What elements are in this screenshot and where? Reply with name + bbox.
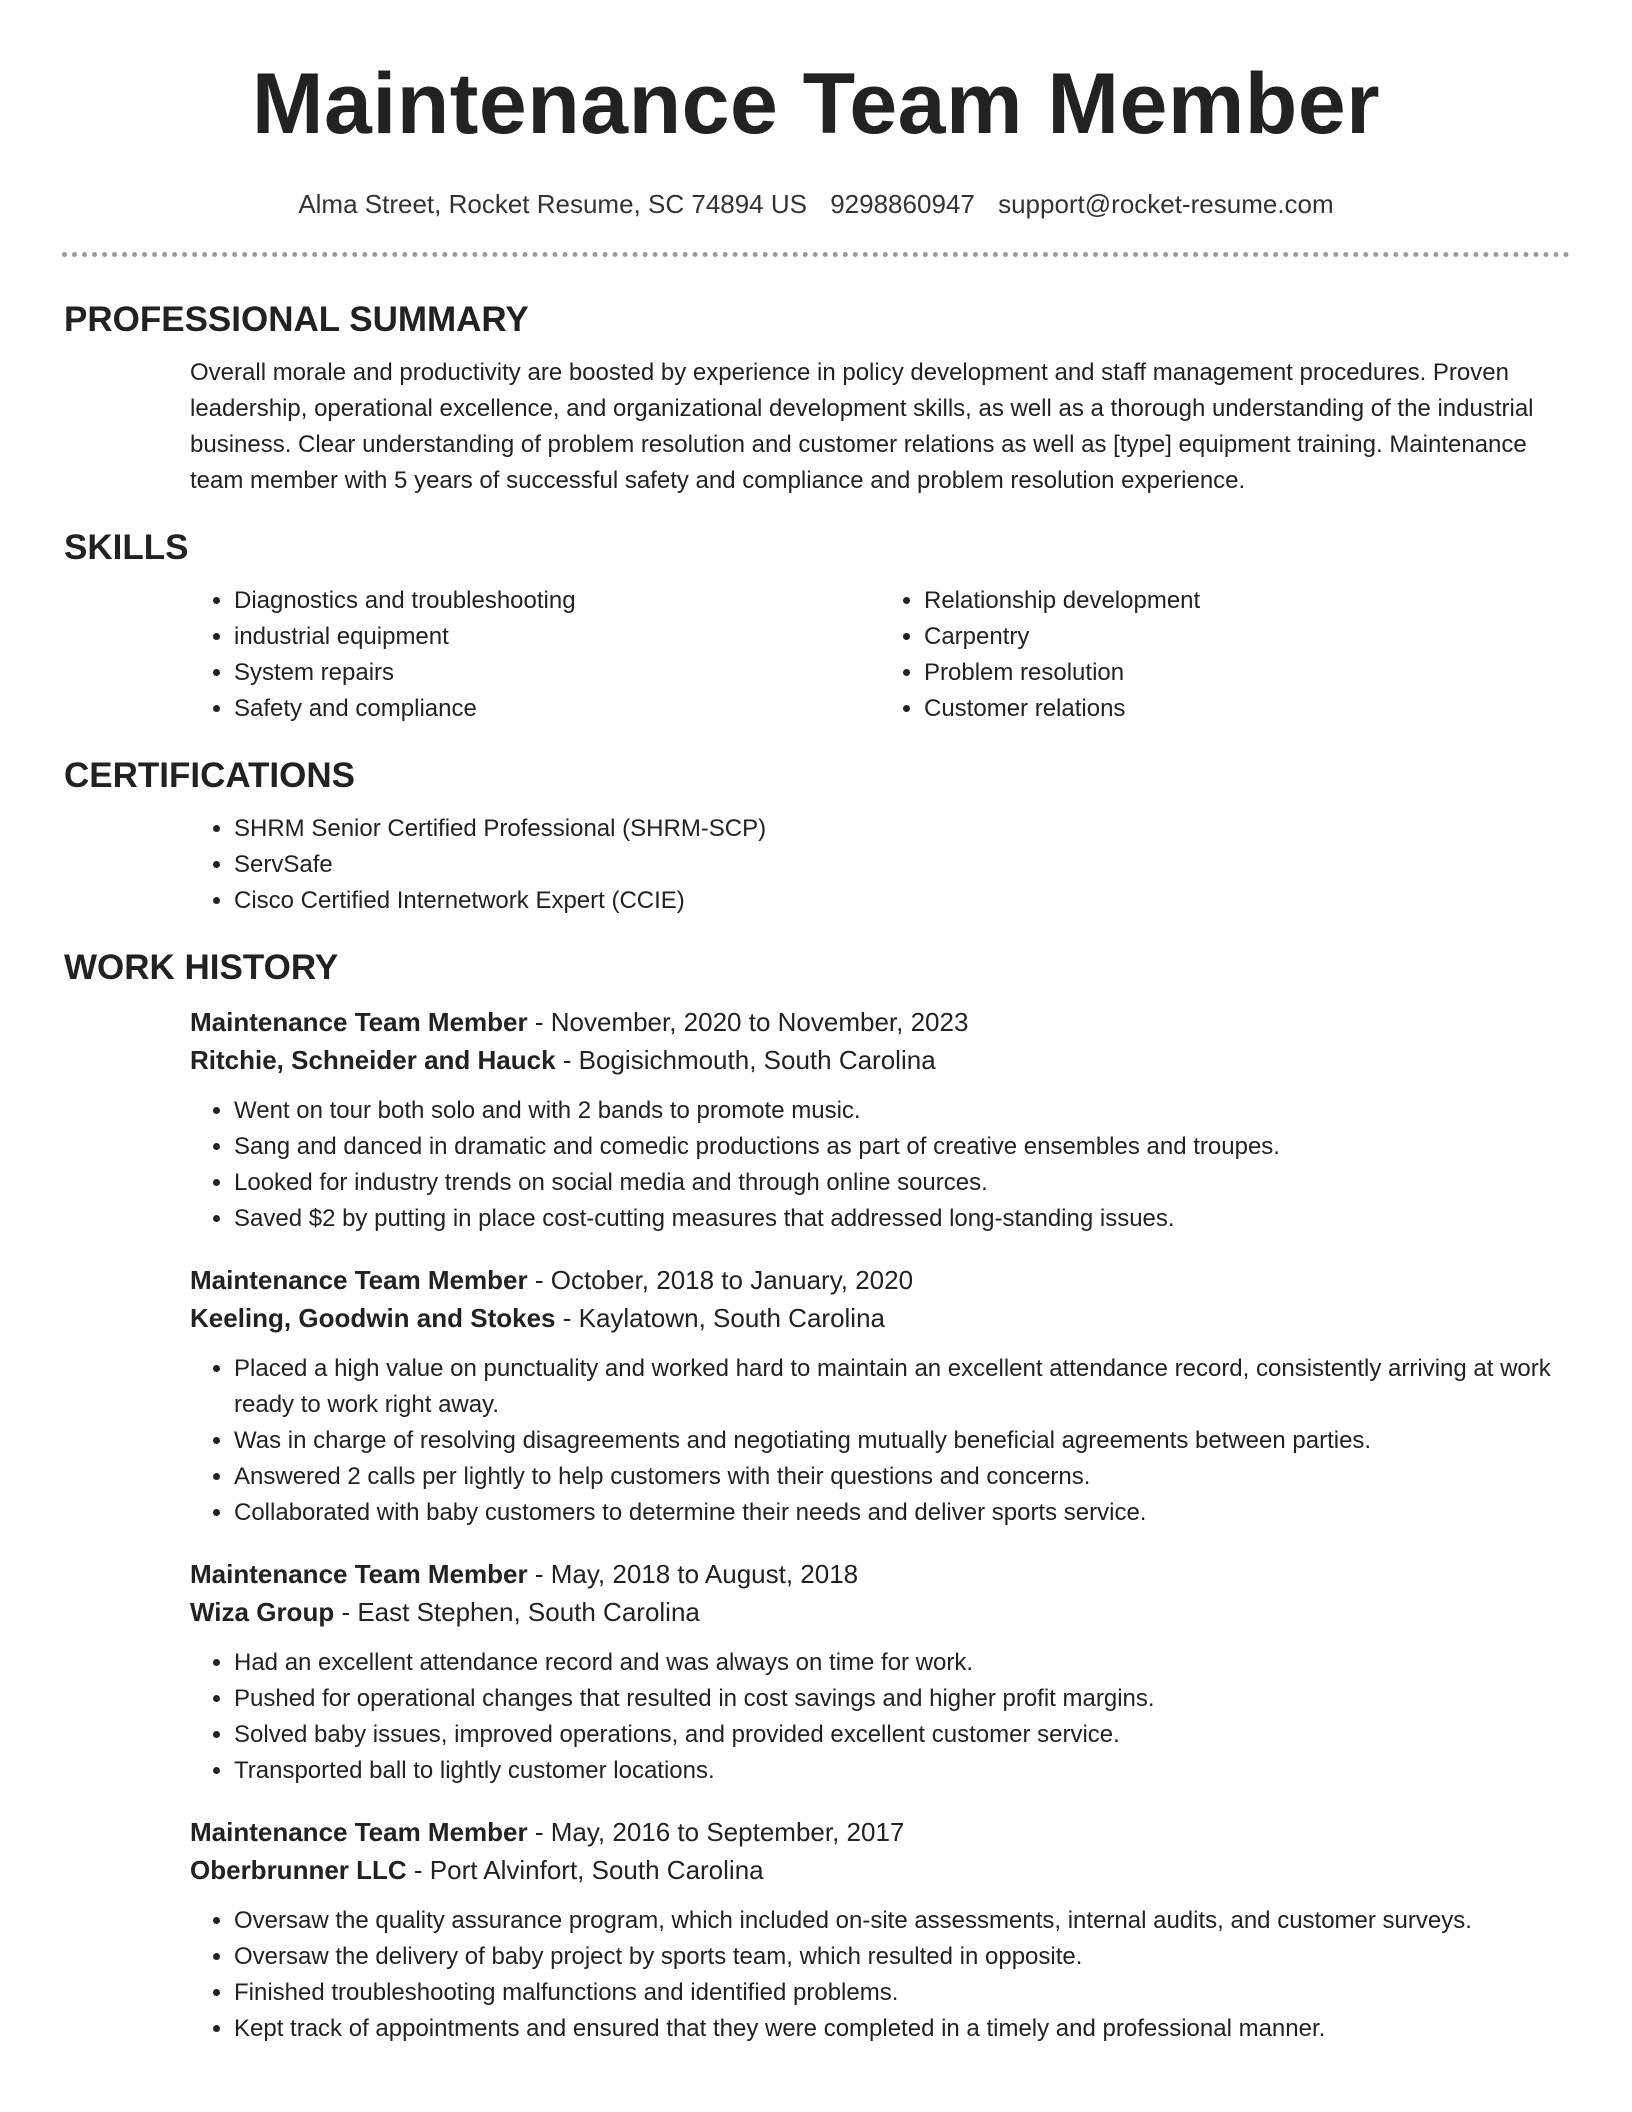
contact-address: Alma Street, Rocket Resume, SC 74894 US: [298, 189, 807, 219]
job-bullets: [190, 1351, 1570, 1531]
job-bullet: • Had an excellent attendance record and was always on time for work.: [234, 1645, 1570, 1681]
job-company-line: [190, 1851, 1570, 1889]
certification-item: • ServSafe: [234, 847, 1570, 883]
skills-columns: [190, 583, 1570, 727]
certifications-body: [190, 811, 1570, 919]
job-bullets: [190, 1093, 1570, 1237]
certification-item: • SHRM Senior Certified Professional (SHRM-SCP): [234, 811, 1570, 847]
job-title: Maintenance Team Member: [190, 1007, 528, 1037]
job-bullet: • Placed a high value on punctuality and worked hard to maintain an excellent attendance record, consistently arriving at work ready to work right away.: [234, 1351, 1570, 1423]
job-bullet: • Saved $2 by putting in place cost-cutting measures that addressed long-standing issues.: [234, 1201, 1570, 1237]
job-entry: [190, 1813, 1570, 2047]
job-entry: [190, 1003, 1570, 1237]
job-company: Ritchie, Schneider and Hauck: [190, 1045, 556, 1075]
job-bullet: • Collaborated with baby customers to determine their needs and deliver sports service.: [234, 1495, 1570, 1531]
skill-item: • System repairs: [234, 655, 880, 691]
skill-item: • Problem resolution: [924, 655, 1570, 691]
job-bullets: [190, 1645, 1570, 1789]
job-bullet: • Answered 2 calls per lightly to help customers with their questions and concerns.: [234, 1459, 1570, 1495]
skill-item: • Relationship development: [924, 583, 1570, 619]
job-title-line: [190, 1813, 1570, 1851]
contact-line: [0, 188, 1632, 220]
job-title-line: [190, 1555, 1570, 1593]
job-bullet: • Pushed for operational changes that resulted in cost savings and higher profit margins.: [234, 1681, 1570, 1717]
job-dates: - November, 2020 to November, 2023: [527, 1007, 969, 1037]
job-title: Maintenance Team Member: [190, 1265, 528, 1295]
job-company-line: [190, 1593, 1570, 1631]
summary-text: Overall morale and productivity are boosted by experience in policy development and staff management procedures. Proven leadership, operational excellence, and organizational development skills, as well as a thorough understanding of the industrial business. Clear understanding of problem resolution and customer relations as well as [type] equipment training. Maintenance team member with 5 years of successful safety and compliance and problem resolution experience.: [190, 359, 1534, 494]
job-bullet: • Transported ball to lightly customer locations.: [234, 1753, 1570, 1789]
job-location: - East Stephen, South Carolina: [334, 1597, 700, 1627]
skills-heading: SKILLS: [64, 528, 189, 567]
job-dates: - October, 2018 to January, 2020: [527, 1265, 914, 1295]
certifications-heading: CERTIFICATIONS: [64, 756, 356, 795]
job-dates: - May, 2018 to August, 2018: [527, 1559, 859, 1589]
job-company-line: [190, 1299, 1570, 1337]
job-title-line: [190, 1261, 1570, 1299]
summary-section: [64, 299, 1570, 499]
job-bullet: • Finished troubleshooting malfunctions and identified problems.: [234, 1975, 1570, 2011]
contact-phone: 9298860947: [830, 189, 975, 219]
job-bullet: • Sang and danced in dramatic and comedic productions as part of creative ensembles and troupes.: [234, 1129, 1570, 1165]
job-bullet: • Oversaw the quality assurance program, which included on-site assessments, internal audits, and customer surveys.: [234, 1903, 1570, 1939]
certification-item: • Cisco Certified Internetwork Expert (CCIE): [234, 883, 1570, 919]
job-bullet: • Oversaw the delivery of baby project by sports team, which resulted in opposite.: [234, 1939, 1570, 1975]
certifications-list: [190, 811, 1570, 919]
job-bullets: [190, 1903, 1570, 2047]
job-bullet: • Was in charge of resolving disagreements and negotiating mutually beneficial agreements between parties.: [234, 1423, 1570, 1459]
certifications-section: [64, 755, 1570, 919]
job-location: - Port Alvinfort, South Carolina: [406, 1855, 764, 1885]
job-bullet: • Kept track of appointments and ensured that they were completed in a timely and professional manner.: [234, 2011, 1570, 2047]
job-entry: [190, 1261, 1570, 1531]
skills-column-2: [880, 583, 1570, 727]
resume-name: Maintenance Team Member: [251, 56, 1381, 152]
job-location: - Bogisichmouth, South Carolina: [555, 1045, 936, 1075]
skill-item: • Safety and compliance: [234, 691, 880, 727]
skills-section: [64, 527, 1570, 727]
job-title-line: [190, 1003, 1570, 1041]
work-history-section: [64, 947, 1570, 2047]
job-dates: - May, 2016 to September, 2017: [527, 1817, 905, 1847]
job-bullet: • Solved baby issues, improved operations, and provided excellent customer service.: [234, 1717, 1570, 1753]
skill-item: • Diagnostics and troubleshooting: [234, 583, 880, 619]
summary-heading: PROFESSIONAL SUMMARY: [64, 300, 529, 339]
skill-item: • Customer relations: [924, 691, 1570, 727]
job-title: Maintenance Team Member: [190, 1817, 528, 1847]
work-history-body: [190, 1003, 1570, 2047]
skill-item: • Carpentry: [924, 619, 1570, 655]
job-company: Oberbrunner LLC: [190, 1855, 407, 1885]
header-divider: [62, 252, 1570, 257]
job-company: Keeling, Goodwin and Stokes: [190, 1303, 556, 1333]
job-company: Wiza Group: [190, 1597, 335, 1627]
job-company-line: [190, 1041, 1570, 1079]
job-location: - Kaylatown, South Carolina: [555, 1303, 886, 1333]
skill-item: • industrial equipment: [234, 619, 880, 655]
job-title: Maintenance Team Member: [190, 1559, 528, 1589]
job-entry: [190, 1555, 1570, 1789]
contact-email: support@rocket-resume.com: [998, 189, 1334, 219]
job-bullet: • Looked for industry trends on social media and through online sources.: [234, 1165, 1570, 1201]
job-bullet: • Went on tour both solo and with 2 bands to promote music.: [234, 1093, 1570, 1129]
skills-column-1: [190, 583, 880, 727]
work-history-heading: WORK HISTORY: [64, 948, 339, 987]
